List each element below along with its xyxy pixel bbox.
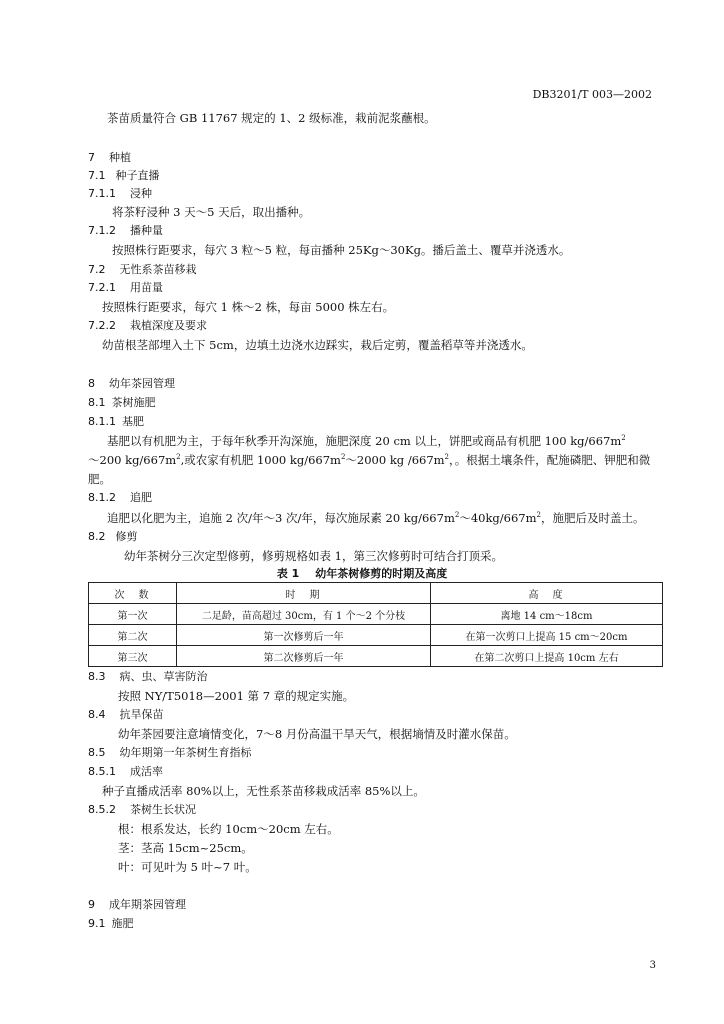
heading-8-4 xyxy=(88,707,164,723)
heading-number: 8.4 xyxy=(88,708,106,721)
page-number: 3 xyxy=(649,960,656,971)
column-header: 高 度 xyxy=(431,583,663,604)
text-run: 追肥以化肥为主，追施 2 次/年～3 次/年，每次施尿素 20 kg/667m xyxy=(107,511,455,525)
heading-8 xyxy=(88,376,175,392)
superscript: 2 xyxy=(454,511,460,520)
column-header: 次 数 xyxy=(89,583,177,604)
heading-7-2-2 xyxy=(88,318,207,334)
heading-title: 栽植深度及要求 xyxy=(130,319,207,332)
superscript: 2 xyxy=(444,453,450,462)
paragraph-7-2-1: 按照株行距要求，每穴 1 株～2 株，每亩 5000 株左右。 xyxy=(102,300,395,314)
paragraph-8-3: 按照 NY/T5018—2001 第 7 章的规定实施。 xyxy=(118,689,355,703)
superscript: 2 xyxy=(621,434,626,443)
heading-7-2-1 xyxy=(88,280,163,296)
paragraph-8-1-1-line3: 肥。 xyxy=(88,472,111,486)
heading-title: 无性系茶苗移栽 xyxy=(119,263,197,276)
table-cell: 第二次修剪后一年 xyxy=(177,646,431,667)
paragraph-7-1-1: 将茶籽浸种 3 天～5 天后，取出播种。 xyxy=(112,205,311,219)
heading-number: 7.2 xyxy=(88,263,106,276)
heading-number: 8.3 xyxy=(88,670,106,683)
heading-title: 基肥 xyxy=(122,415,144,428)
text-run: ～2000 kg /667m xyxy=(345,453,445,467)
heading-number: 7.1 xyxy=(88,169,106,182)
heading-number: 8 xyxy=(88,377,95,390)
table-cell: 第一次修剪后一年 xyxy=(177,625,431,646)
growth-stem: 茎：茎高 15cm~25cm。 xyxy=(118,841,253,855)
heading-title: 种植 xyxy=(109,151,131,164)
paragraph-8-1-2 xyxy=(107,510,645,526)
table-cell: 二足龄，苗高超过 30cm，有 1 个～2 个分枝 xyxy=(177,604,431,625)
text-run: 基肥以有机肥为主，于每年秋季开沟深施，施肥深度 20 cm 以上，饼肥或商品有机肥 100 kg/667m xyxy=(107,434,622,448)
heading-number: 8.5.2 xyxy=(88,803,116,816)
heading-title: 种子直播 xyxy=(115,169,160,182)
trimming-table xyxy=(88,582,663,667)
heading-number: 7.2.2 xyxy=(88,319,116,332)
intro-paragraph: 茶苗质量符合 GB 11767 规定的 1、2 级标准，栽前泥浆蘸根。 xyxy=(107,111,436,125)
table-cell: 第二次 xyxy=(89,625,177,646)
heading-number: 9 xyxy=(88,898,95,911)
heading-title: 病、虫、草害防治 xyxy=(119,670,208,683)
paragraph-7-2-2: 幼苗根茎部埋入土下 5cm，边填土边浇水边踩实，栽后定剪，覆盖稻草等并浇透水。 xyxy=(102,338,533,352)
heading-number: 9.1 xyxy=(88,917,106,930)
heading-title: 成活率 xyxy=(130,765,163,778)
paragraph-8-5-1: 种子直播成活率 80%以上，无性系茶苗移栽成活率 85%以上。 xyxy=(102,784,425,798)
paragraph-8-2: 幼年茶树分三次定型修剪，修剪规格如表 1，第三次修剪时可结合打顶采。 xyxy=(124,549,503,563)
table-caption xyxy=(0,566,724,582)
heading-7 xyxy=(88,150,131,166)
table-cell: 在第一次剪口上提高 15 cm～20cm xyxy=(431,625,663,646)
heading-8-5-1 xyxy=(88,764,163,780)
paragraph-8-1-1-line2 xyxy=(88,452,650,468)
heading-title: 茶树生长状况 xyxy=(130,803,196,816)
heading-title: 施肥 xyxy=(111,917,134,930)
heading-7-1-2 xyxy=(88,223,163,239)
heading-title: 幼年期第一年茶树生育指标 xyxy=(119,746,252,759)
heading-8-1 xyxy=(88,395,156,411)
heading-8-1-2 xyxy=(88,490,152,506)
table-cell: 在第二次剪口上提高 10cm 左右 xyxy=(431,646,663,667)
heading-number: 8.1.1 xyxy=(88,415,116,428)
heading-7-2 xyxy=(88,262,197,278)
heading-9-1 xyxy=(88,916,134,932)
heading-7-1 xyxy=(88,168,160,184)
heading-number: 8.5.1 xyxy=(88,765,116,778)
heading-number: 7.2.1 xyxy=(88,281,116,294)
text-run: ，。根据土壤条件，配施磷肥、钾肥和微 xyxy=(449,453,651,467)
growth-root: 根：根系发达，长约 10cm～20cm 左右。 xyxy=(118,822,339,836)
heading-title: 幼年茶园管理 xyxy=(109,377,175,390)
table-label: 表 1 xyxy=(276,567,300,580)
heading-number: 7 xyxy=(88,151,95,164)
heading-number: 8.5 xyxy=(88,746,106,759)
heading-number: 8.2 xyxy=(88,530,106,543)
table-header-row xyxy=(89,583,663,604)
heading-8-5 xyxy=(88,745,252,761)
paragraph-8-4: 幼年茶园要注意墒情变化，7～8 月份高温干旱天气，根据墒情及时灌水保苗。 xyxy=(118,727,516,741)
table-title: 幼年茶树修剪的时期及高度 xyxy=(315,567,448,580)
heading-number: 8.1 xyxy=(88,396,106,409)
heading-title: 用苗量 xyxy=(130,281,163,294)
heading-title: 成年期茶园管理 xyxy=(109,898,186,911)
heading-9 xyxy=(88,897,186,913)
heading-title: 播种量 xyxy=(130,224,163,237)
heading-title: 茶树施肥 xyxy=(111,396,156,409)
heading-8-2 xyxy=(88,529,138,545)
heading-8-5-2 xyxy=(88,802,196,818)
superscript: 2 xyxy=(340,453,346,462)
table-cell: 第三次 xyxy=(89,646,177,667)
table-cell: 第一次 xyxy=(89,604,177,625)
paragraph-8-1-1-line1 xyxy=(107,433,626,449)
text-run: ～200 kg/667m xyxy=(88,453,177,467)
table-row xyxy=(89,604,663,625)
superscript: 2 xyxy=(536,511,541,520)
heading-title: 追肥 xyxy=(130,491,152,504)
text-run: ,或农家有机肥 1000 kg/667m xyxy=(180,453,341,467)
table-row xyxy=(89,646,663,667)
heading-number: 7.1.2 xyxy=(88,224,116,237)
column-header: 时 期 xyxy=(177,583,431,604)
heading-number: 8.1.2 xyxy=(88,491,116,504)
document-code: DB3201/T 003—2002 xyxy=(532,88,652,101)
superscript: 2 xyxy=(176,453,181,462)
table-cell: 离地 14 cm～18cm xyxy=(431,604,663,625)
heading-8-3 xyxy=(88,669,208,685)
heading-title: 抗旱保苗 xyxy=(119,708,164,721)
heading-title: 修剪 xyxy=(115,530,138,543)
text-run: ，施肥后及时盖土。 xyxy=(541,511,645,525)
text-run: ～40kg/667m xyxy=(459,511,537,525)
heading-number: 7.1.1 xyxy=(88,187,116,200)
table-row xyxy=(89,625,663,646)
paragraph-7-1-2: 按照株行距要求，每穴 3 粒～5 粒，每亩播种 25Kg～30Kg。播后盖土、覆草并浇透水。 xyxy=(112,243,571,257)
growth-leaf: 叶：可见叶为 5 叶~7 叶。 xyxy=(118,860,257,874)
heading-8-1-1 xyxy=(88,414,144,430)
heading-7-1-1 xyxy=(88,186,152,202)
heading-title: 浸种 xyxy=(130,187,152,200)
